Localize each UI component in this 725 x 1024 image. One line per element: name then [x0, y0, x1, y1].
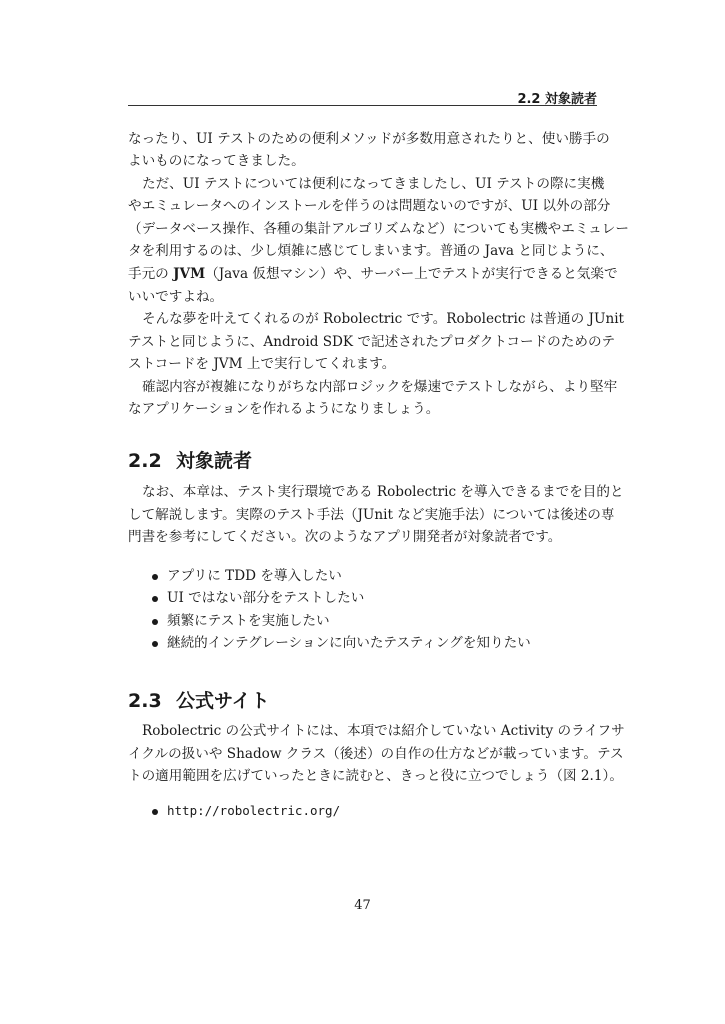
jvm-bold: JVM — [173, 266, 206, 282]
list-item — [152, 631, 531, 651]
paragraph-line: トの適用範囲を広げていったときに読むと、きっと役に立つでしょう（図 2.1）。 — [128, 768, 623, 784]
page-number: 47 — [354, 898, 371, 913]
paragraph-line: テストと同じように、Android SDK で記述されたプロダクトコードのためのテ — [128, 334, 616, 350]
text: （Java 仮想マシン）や、サーバー上でテストが実行できると気楽で — [205, 266, 618, 282]
section-title: 対象読者 — [176, 450, 253, 472]
list-item — [152, 609, 330, 629]
section-heading — [128, 446, 252, 473]
url-link[interactable]: http://robolectric.org/ — [167, 803, 341, 818]
paragraph-line: そんな夢を叶えてくれるのが Robolectric です。Robolectric は普通の JUnit — [142, 311, 625, 327]
paragraph-line: イクルの扱いや Shadow クラス（後述）の自作の仕方などが載っています。テス — [128, 746, 624, 762]
section-number: 2.2 — [128, 450, 162, 472]
paragraph-line: なアプリケーションを作れるようになりましょう。 — [128, 401, 440, 417]
bullet-icon — [152, 809, 158, 815]
paragraph-line: 確認内容が複雑になりがちな内部ロジックを爆速でテストしながら、より堅牢 — [142, 379, 618, 395]
list-item — [152, 803, 340, 819]
paragraph-line: ストコードを JVM 上で実行してくれます。 — [128, 356, 396, 372]
list-item-text: 頻繁にテストを実施したい — [167, 613, 330, 629]
paragraph-line: 門書を参考にしてください。次のようなアプリ開発者が対象読者です。 — [128, 529, 562, 545]
paragraph-line: なお、本章は、テスト実行環境である Robolectric を導入できるまでを目的と — [142, 484, 624, 500]
list-item-text: 継続的インテグレーションに向いたテスティングを知りたい — [167, 635, 531, 651]
section-title: 公式サイト — [176, 690, 270, 712]
paragraph-line: して解説します。実際のテスト手法（JUnit など実施手法）については後述の専 — [128, 507, 615, 523]
paragraph-line: なったり、UI テストのための便利メソッドが多数用意されたりと、使い勝手の — [128, 131, 610, 147]
paragraph-line: Robolectric の公式サイトには、本項では紹介していない Activity のライフサ — [142, 723, 625, 739]
paragraph-line — [128, 265, 618, 283]
bullet-icon — [152, 619, 158, 625]
list-item-text: アプリに TDD を導入したい — [167, 568, 342, 584]
section-number: 2.3 — [128, 690, 162, 712]
running-header: 2.2 対象読者 — [517, 92, 597, 107]
paragraph-line: よいものになってきました。 — [128, 153, 305, 169]
bullet-icon — [152, 641, 158, 647]
list-item — [152, 564, 342, 584]
list-item-text: UI ではない部分をテストしたい — [167, 590, 365, 606]
paragraph-line: いいですよね。 — [128, 289, 224, 305]
paragraph-line: （データベース操作、各種の集計アルゴリズムなど）についても実機やエミュレー — [128, 221, 629, 237]
bullet-icon — [152, 574, 158, 580]
paragraph-line: ただ、UI テストについては便利になってきましたし、UI テストの際に実機 — [142, 176, 605, 192]
paragraph-line: タを利用するのは、少し煩雑に感じてしまいます。普通の Java と同じように、 — [128, 243, 614, 259]
section-heading — [128, 686, 270, 713]
bullet-icon — [152, 596, 158, 602]
header-rule — [128, 105, 597, 106]
text: 手元の — [128, 266, 174, 282]
paragraph-line: やエミュレータへのインストールを伴うのは問題ないのですが、UI 以外の部分 — [128, 198, 611, 214]
list-item — [152, 586, 364, 606]
